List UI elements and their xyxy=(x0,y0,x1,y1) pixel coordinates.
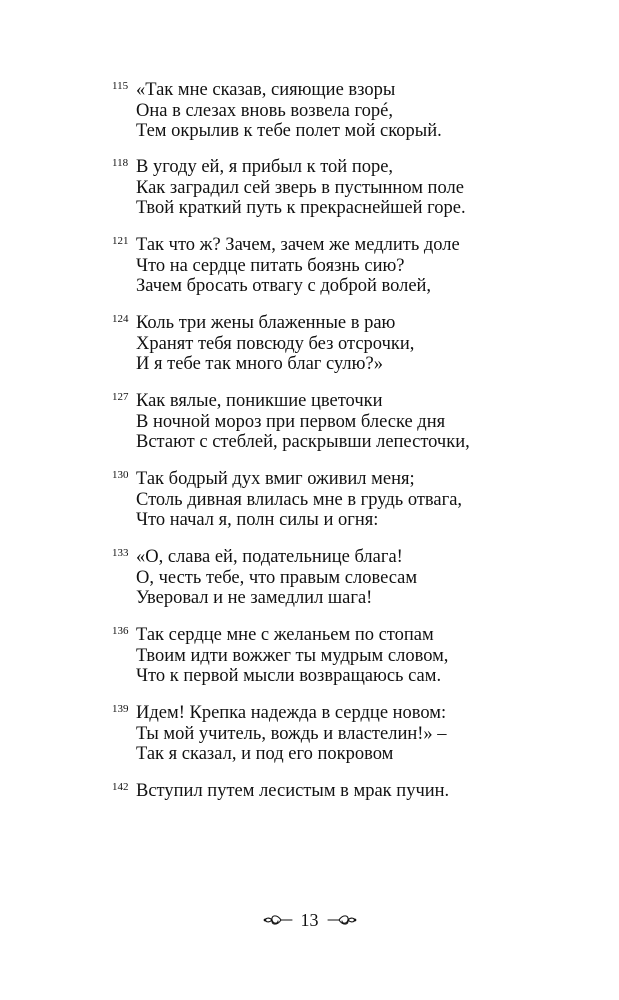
stanza-115 xyxy=(112,80,552,142)
line-number: 139 xyxy=(112,703,129,715)
verse-line xyxy=(112,80,552,101)
verse-line xyxy=(112,432,552,453)
verse-line xyxy=(112,547,552,568)
floral-ornament-icon xyxy=(327,912,357,928)
line-number: 121 xyxy=(112,235,129,247)
verse-text: Тем окрылив к тебе полет мой скорый. xyxy=(136,121,442,141)
verse-text: Так я сказал, и под его покровом xyxy=(136,744,394,764)
verse-text: Столь дивная влилась мне в грудь отвага, xyxy=(136,489,463,510)
verse-line xyxy=(112,781,552,802)
page-number: 13 xyxy=(300,910,319,930)
verse-line xyxy=(112,121,552,142)
verse-text: О, честь тебе, что правым словесам xyxy=(136,567,418,588)
verse-line xyxy=(112,313,552,334)
verse-line xyxy=(112,469,552,490)
verse-text: Зачем бросать отвагу с доброй волей, xyxy=(136,276,432,296)
verse-text: Идем! Крепка надежда в сердце новом: xyxy=(136,703,447,723)
verse-line xyxy=(112,276,552,297)
stanza-136 xyxy=(112,625,552,687)
verse-text: «Так мне сказав, сияющие взоры xyxy=(136,80,396,100)
verse-text: Ты мой учитель, вождь и властелин!» – xyxy=(136,723,447,744)
stanza-121 xyxy=(112,235,552,297)
verse-line xyxy=(112,235,552,256)
verse-line xyxy=(112,646,552,667)
verse-line xyxy=(112,354,552,375)
verse-text: «О, слава ей, подательнице блага! xyxy=(136,547,403,567)
verse-line xyxy=(112,625,552,646)
verse-text: В угоду ей, я прибыл к той поре, xyxy=(136,157,394,177)
line-number: 136 xyxy=(112,625,129,637)
stanza-139 xyxy=(112,703,552,765)
verse-line xyxy=(112,157,552,178)
verse-line xyxy=(112,568,552,589)
verse-line xyxy=(112,744,552,765)
verse-line xyxy=(112,256,552,277)
stanza-127 xyxy=(112,391,552,453)
verse-line xyxy=(112,724,552,745)
verse-line xyxy=(112,391,552,412)
verse-line xyxy=(112,334,552,355)
page-footer xyxy=(0,910,619,933)
verse-text: Твоим идти вожжег ты мудрым словом, xyxy=(136,645,449,666)
verse-text: Что на сердце питать боязнь сию? xyxy=(136,255,405,276)
verse-text: Как заградил сей зверь в пустынном поле xyxy=(136,177,464,198)
stanza-142 xyxy=(112,781,552,802)
line-number: 142 xyxy=(112,781,129,793)
verse-line xyxy=(112,198,552,219)
line-number: 127 xyxy=(112,391,129,403)
verse-text: Так что ж? Зачем, зачем же медлить доле xyxy=(136,235,460,255)
line-number: 130 xyxy=(112,469,129,481)
verse-line xyxy=(112,490,552,511)
line-number: 124 xyxy=(112,313,129,325)
verse-line xyxy=(112,703,552,724)
verse-line xyxy=(112,101,552,122)
verse-text: В ночной мороз при первом блеске дня xyxy=(136,411,446,432)
line-number: 118 xyxy=(112,157,129,169)
stanza-124 xyxy=(112,313,552,375)
line-number: 133 xyxy=(112,547,129,559)
verse-line xyxy=(112,588,552,609)
verse-line xyxy=(112,510,552,531)
stanza-133 xyxy=(112,547,552,609)
verse-text: Коль три жены блаженные в раю xyxy=(136,313,396,333)
verse-text: И я тебе так много благ сулю?» xyxy=(136,354,383,374)
verse-text: Как вялые, поникшие цветочки xyxy=(136,391,383,411)
verse-text: Она в слезах вновь возвела горé, xyxy=(136,100,393,121)
stanza-118 xyxy=(112,157,552,219)
verse-line xyxy=(112,666,552,687)
verse-text: Уверовал и не замедлил шага! xyxy=(136,588,373,608)
line-number: 115 xyxy=(112,80,129,92)
verse-text: Твой краткий путь к прекраснейшей горе. xyxy=(136,198,466,218)
verse-text: Встают с стеблей, раскрывши лепесточки, xyxy=(136,432,470,452)
verse-text: Так бодрый дух вмиг оживил меня; xyxy=(136,469,415,489)
verse-line xyxy=(112,412,552,433)
verse-text: Так сердце мне с желаньем по стопам xyxy=(136,625,434,645)
verse-line xyxy=(112,178,552,199)
verse-text: Вступил путем лесистым в мрак пучин. xyxy=(136,781,450,801)
stanza-130 xyxy=(112,469,552,531)
verse-text: Что начал я, полн силы и огня: xyxy=(136,510,379,530)
verse-text: Хранят тебя повсюду без отсрочки, xyxy=(136,333,415,354)
verse-text: Что к первой мысли возвращаюсь сам. xyxy=(136,666,442,686)
floral-ornament-icon xyxy=(263,912,293,928)
